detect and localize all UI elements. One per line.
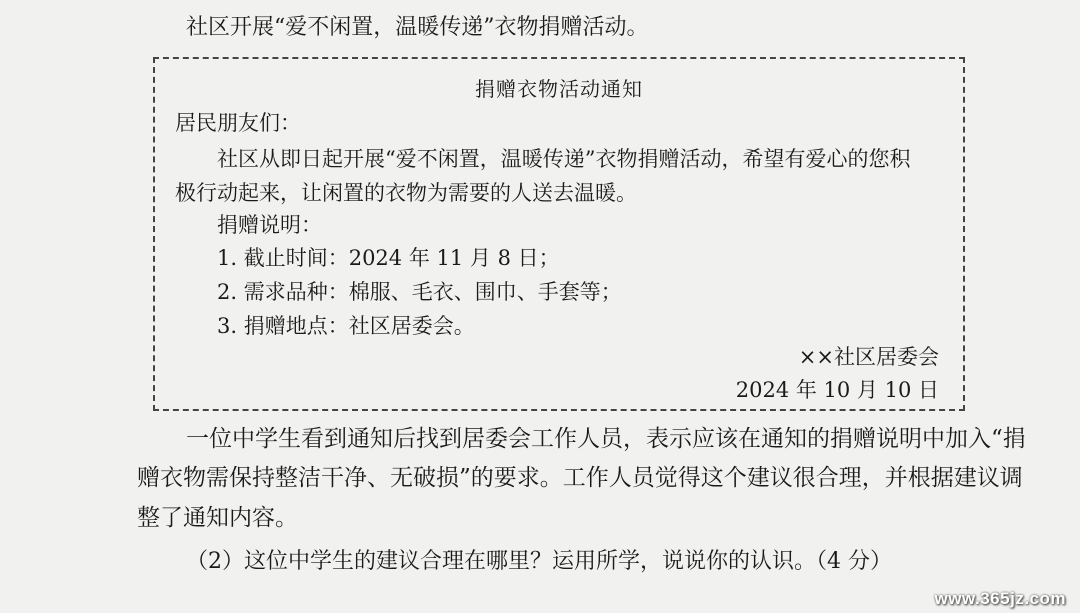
notice-greeting: 居民朋友们： [175, 111, 301, 135]
paragraph-line: 一位中学生看到通知后找到居委会工作人员，表示应该在通知的捐赠说明中加入“捐 [186, 426, 1026, 452]
notice-date: 2024 年 10 月 10 日 [735, 378, 939, 402]
notice-body-line: 社区从即日起开展“爱不闲置，温暖传递”衣物捐赠活动，希望有爱心的您积 [217, 147, 911, 171]
instruction-item: 3. 捐赠地点：社区居委会。 [217, 314, 475, 338]
paragraph-line: 赠衣物需保持整洁干净、无破损”的要求。工作人员觉得这个建议很合理，并根据建议调 [137, 465, 1023, 491]
intro-sentence: 社区开展“爱不闲置，温暖传递”衣物捐赠活动。 [186, 15, 649, 40]
notice-signature: ××社区居委会 [798, 345, 939, 369]
question-text: （2）这位中学生的建议合理在哪里？运用所学，说说你的认识。（4 分） [186, 549, 892, 574]
instruction-item: 2. 需求品种：棉服、毛衣、围巾、手套等； [217, 280, 622, 304]
instruction-item: 1. 截止时间：2024 年 11 月 8 日； [217, 246, 560, 270]
instructions-heading: 捐赠说明： [217, 213, 322, 237]
notice-title: 捐赠衣物活动通知 [475, 77, 643, 101]
paragraph-line: 整了通知内容。 [137, 505, 298, 531]
notice-box [153, 57, 965, 411]
notice-body-line: 极行动起来，让闲置的衣物为需要的人送去温暖。 [175, 181, 637, 205]
watermark-text: www.365jz.com [934, 589, 1066, 608]
